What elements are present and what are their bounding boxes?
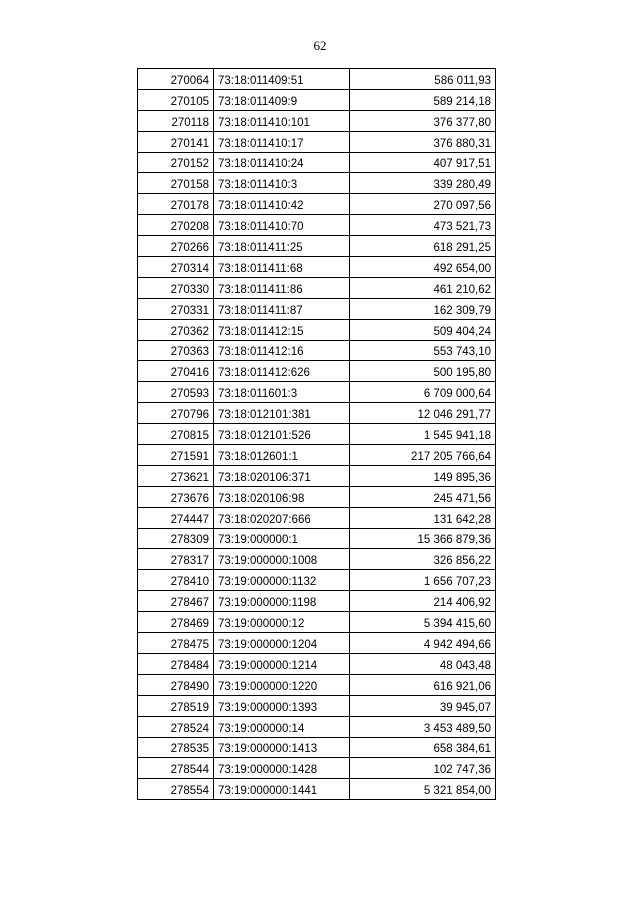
cadastral-number-cell: 73:19:000000:1198	[214, 591, 350, 612]
table-row	[138, 507, 496, 528]
table-row	[138, 570, 496, 591]
cadastral-value-cell: 149 895,36	[350, 465, 496, 486]
cadastral-value-cell: 162 309,79	[350, 298, 496, 319]
object-id-cell: 278484	[138, 653, 214, 674]
object-id-cell: 278490	[138, 674, 214, 695]
cadastral-number-cell: 73:18:011412:15	[214, 319, 350, 340]
cadastral-number-cell: 73:18:011411:68	[214, 257, 350, 278]
cadastral-number-cell: 73:18:011410:24	[214, 152, 350, 173]
table-row	[138, 277, 496, 298]
cadastral-value-cell: 6 709 000,64	[350, 382, 496, 403]
object-id-cell: 270118	[138, 110, 214, 131]
object-id-cell: 270266	[138, 236, 214, 257]
table-row	[138, 528, 496, 549]
cadastral-number-cell: 73:18:011409:51	[214, 69, 350, 90]
table-row	[138, 758, 496, 779]
object-id-cell: 278467	[138, 591, 214, 612]
cadastral-value-cell: 509 404,24	[350, 319, 496, 340]
cadastral-number-cell: 73:19:000000:1132	[214, 570, 350, 591]
cadastral-number-cell: 73:19:000000:1413	[214, 737, 350, 758]
object-id-cell: 278524	[138, 716, 214, 737]
cadastral-number-cell: 73:18:012601:1	[214, 445, 350, 466]
cadastral-number-cell: 73:18:011409:9	[214, 89, 350, 110]
page-number: 62	[313, 38, 327, 53]
cadastral-value-table	[137, 68, 496, 800]
cadastral-value-cell: 586 011,93	[350, 69, 496, 90]
cadastral-value-cell: 12 046 291,77	[350, 403, 496, 424]
table-row	[138, 131, 496, 152]
cadastral-value-cell: 48 043,48	[350, 653, 496, 674]
cadastral-number-cell: 73:19:000000:1393	[214, 695, 350, 716]
object-id-cell: 270331	[138, 298, 214, 319]
cadastral-value-cell: 5 321 854,00	[350, 779, 496, 800]
cadastral-number-cell: 73:19:000000:1220	[214, 674, 350, 695]
cadastral-number-cell: 73:19:000000:1204	[214, 633, 350, 654]
object-id-cell: 270141	[138, 131, 214, 152]
table-row	[138, 194, 496, 215]
object-id-cell: 271591	[138, 445, 214, 466]
object-id-cell: 278317	[138, 549, 214, 570]
object-id-cell: 278475	[138, 633, 214, 654]
cadastral-number-cell: 73:18:011412:16	[214, 340, 350, 361]
cadastral-number-cell: 73:18:011410:42	[214, 194, 350, 215]
object-id-cell: 278309	[138, 528, 214, 549]
table-row	[138, 319, 496, 340]
cadastral-value-cell: 3 453 489,50	[350, 716, 496, 737]
object-id-cell: 270158	[138, 173, 214, 194]
table-row	[138, 340, 496, 361]
cadastral-value-cell: 1 545 941,18	[350, 424, 496, 445]
table-row	[138, 445, 496, 466]
cadastral-value-cell: 245 471,56	[350, 486, 496, 507]
cadastral-value-cell: 102 747,36	[350, 758, 496, 779]
cadastral-value-cell: 39 945,07	[350, 695, 496, 716]
object-id-cell: 278535	[138, 737, 214, 758]
cadastral-number-cell: 73:19:000000:1	[214, 528, 350, 549]
object-id-cell: 270815	[138, 424, 214, 445]
cadastral-number-cell: 73:18:011411:25	[214, 236, 350, 257]
object-id-cell: 270064	[138, 69, 214, 90]
cadastral-value-cell: 339 280,49	[350, 173, 496, 194]
cadastral-value-cell: 217 205 766,64	[350, 445, 496, 466]
cadastral-number-cell: 73:18:011411:87	[214, 298, 350, 319]
table-row	[138, 89, 496, 110]
table-row	[138, 549, 496, 570]
cadastral-number-cell: 73:19:000000:1008	[214, 549, 350, 570]
table-row	[138, 779, 496, 800]
object-id-cell: 278410	[138, 570, 214, 591]
object-id-cell: 270593	[138, 382, 214, 403]
table-row	[138, 257, 496, 278]
cadastral-number-cell: 73:18:011410:3	[214, 173, 350, 194]
table-row	[138, 695, 496, 716]
cadastral-number-cell: 73:19:000000:1214	[214, 653, 350, 674]
cadastral-number-cell: 73:18:020106:371	[214, 465, 350, 486]
table-row	[138, 465, 496, 486]
cadastral-value-cell: 214 406,92	[350, 591, 496, 612]
object-id-cell: 270152	[138, 152, 214, 173]
cadastral-value-cell: 658 384,61	[350, 737, 496, 758]
cadastral-number-cell: 73:19:000000:14	[214, 716, 350, 737]
object-id-cell: 270330	[138, 277, 214, 298]
table-row	[138, 173, 496, 194]
cadastral-value-cell: 15 366 879,36	[350, 528, 496, 549]
cadastral-value-cell: 376 880,31	[350, 131, 496, 152]
cadastral-value-cell: 131 642,28	[350, 507, 496, 528]
table-row	[138, 236, 496, 257]
cadastral-value-cell: 500 195,80	[350, 361, 496, 382]
table-row	[138, 612, 496, 633]
cadastral-number-cell: 73:18:011410:70	[214, 215, 350, 236]
cadastral-value-cell: 1 656 707,23	[350, 570, 496, 591]
table-row	[138, 110, 496, 131]
object-id-cell: 270363	[138, 340, 214, 361]
cadastral-number-cell: 73:18:011601:3	[214, 382, 350, 403]
table-row	[138, 674, 496, 695]
cadastral-number-cell: 73:18:020207:666	[214, 507, 350, 528]
object-id-cell: 270796	[138, 403, 214, 424]
table-row	[138, 737, 496, 758]
object-id-cell: 270208	[138, 215, 214, 236]
object-id-cell: 273621	[138, 465, 214, 486]
cadastral-number-cell: 73:18:011410:17	[214, 131, 350, 152]
table-row	[138, 633, 496, 654]
object-id-cell: 273676	[138, 486, 214, 507]
table-body	[138, 69, 496, 800]
cadastral-number-cell: 73:19:000000:12	[214, 612, 350, 633]
cadastral-value-cell: 553 743,10	[350, 340, 496, 361]
cadastral-value-cell: 492 654,00	[350, 257, 496, 278]
object-id-cell: 270178	[138, 194, 214, 215]
object-id-cell: 278519	[138, 695, 214, 716]
object-id-cell: 274447	[138, 507, 214, 528]
table-row	[138, 403, 496, 424]
object-id-cell: 270314	[138, 257, 214, 278]
cadastral-value-cell: 326 856,22	[350, 549, 496, 570]
table-row	[138, 298, 496, 319]
cadastral-value-cell: 5 394 415,60	[350, 612, 496, 633]
cadastral-value-cell: 407 917,51	[350, 152, 496, 173]
table-row	[138, 69, 496, 90]
cadastral-number-cell: 73:18:020106:98	[214, 486, 350, 507]
object-id-cell: 270416	[138, 361, 214, 382]
cadastral-number-cell: 73:18:011411:86	[214, 277, 350, 298]
cadastral-value-cell: 270 097,56	[350, 194, 496, 215]
cadastral-number-cell: 73:19:000000:1428	[214, 758, 350, 779]
cadastral-number-cell: 73:19:000000:1441	[214, 779, 350, 800]
object-id-cell: 278469	[138, 612, 214, 633]
cadastral-value-cell: 589 214,18	[350, 89, 496, 110]
object-id-cell: 278544	[138, 758, 214, 779]
cadastral-value-cell: 376 377,80	[350, 110, 496, 131]
cadastral-value-cell: 4 942 494,66	[350, 633, 496, 654]
cadastral-number-cell: 73:18:012101:526	[214, 424, 350, 445]
cadastral-value-cell: 473 521,73	[350, 215, 496, 236]
table-row	[138, 716, 496, 737]
table-row	[138, 152, 496, 173]
table-row	[138, 424, 496, 445]
cadastral-number-cell: 73:18:011412:626	[214, 361, 350, 382]
cadastral-value-cell: 616 921,06	[350, 674, 496, 695]
table-row	[138, 382, 496, 403]
table-row	[138, 653, 496, 674]
cadastral-number-cell: 73:18:011410:101	[214, 110, 350, 131]
object-id-cell: 270105	[138, 89, 214, 110]
cadastral-number-cell: 73:18:012101:381	[214, 403, 350, 424]
table-row	[138, 215, 496, 236]
cadastral-value-cell: 461 210,62	[350, 277, 496, 298]
object-id-cell: 278554	[138, 779, 214, 800]
cadastral-value-cell: 618 291,25	[350, 236, 496, 257]
table-row	[138, 591, 496, 612]
table-row	[138, 361, 496, 382]
object-id-cell: 270362	[138, 319, 214, 340]
table-row	[138, 486, 496, 507]
